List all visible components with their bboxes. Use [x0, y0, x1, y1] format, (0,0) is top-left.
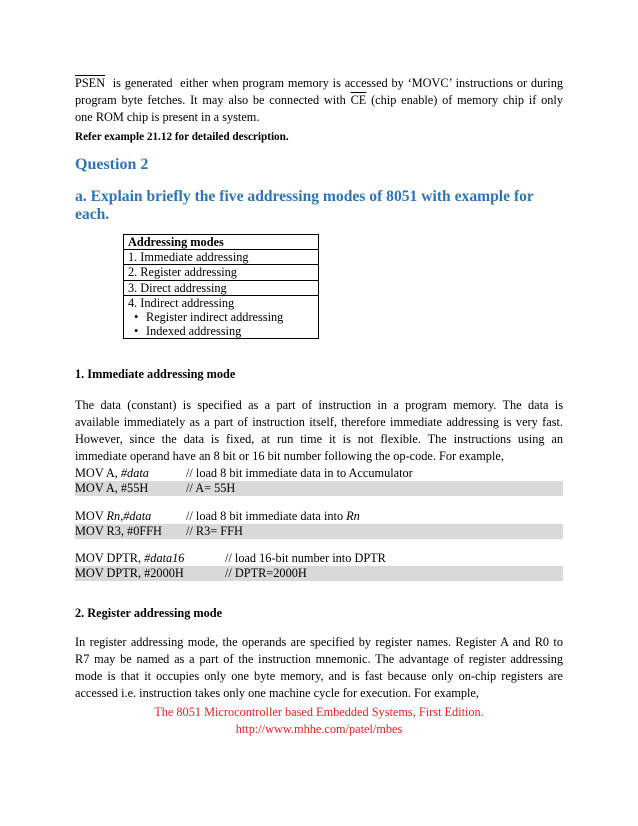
- code-line-example: MOV A, #55H // A= 55H: [75, 481, 563, 496]
- addressing-modes-table: [123, 234, 319, 339]
- section-2-heading: 2. Register addressing mode: [75, 606, 223, 620]
- code-line: MOV A, #data // load 8 bit immediate data in to Accumulator: [75, 466, 413, 480]
- table-row: 2. Register addressing: [124, 265, 319, 280]
- intro-line-3: one ROM chip is present in a system.: [75, 110, 260, 124]
- code-line-example: MOV DPTR, #2000H // DPTR=2000H: [75, 566, 563, 581]
- footer-title: The 8051 Microcontroller based Embedded Systems, First Edition.: [154, 705, 484, 719]
- intro-line-2: program byte fetches. It may also be connected with $\overline{CE}$ (chip enable) of memory chip if only: [75, 93, 563, 107]
- section-1-heading: 1. Immediate addressing mode: [75, 367, 236, 381]
- question-title: Question 2: [75, 156, 149, 173]
- table-row-indirect: 4. Indirect addressing • Register indirect addressing • Indexed addressing: [124, 295, 319, 339]
- code-line: MOV Rn,#data // load 8 bit immediate data into Rn: [75, 509, 360, 523]
- intro-line-1: PSEN is generated either when program memory is accessed by ‘MOVC’ instructions or during: [75, 76, 563, 90]
- list-item: • Indexed addressing: [128, 324, 314, 338]
- footer-link[interactable]: http://www.mhhe.com/patel/mbes: [235, 722, 403, 736]
- table-row: 3. Direct addressing: [124, 280, 319, 295]
- list-item: • Register indirect addressing: [128, 310, 314, 324]
- code-line: MOV DPTR, #data16 // load 16-bit number into DPTR: [75, 551, 386, 565]
- section-1-paragraph: The data (constant) is specified as a part of instruction in a program memory. The data is available immediately as a part of instruction itself, therefore immediate addressing is very fast. However, since the data is fixed, at run time it is not flexible. The instructions using an immediate operand have an 8 bit or 16 bit number following the op-code. For example,: [75, 398, 563, 463]
- intro-paragraph: [75, 75, 563, 126]
- table-header: Addressing modes: [124, 235, 319, 250]
- code-line-example: MOV R3, #0FFH // R3= FFH: [75, 524, 563, 539]
- psen-signal: PSEN: [75, 76, 106, 90]
- table-row: 1. Immediate addressing: [124, 250, 319, 265]
- question-a: a. Explain briefly the five addressing modes of 8051 with example for each.: [75, 188, 534, 223]
- refer-note: Refer example 21.12 for detailed description.: [75, 131, 289, 143]
- section-2-paragraph: In register addressing mode, the operands are specified by register names. Register A and R0 to R7 may be named as a part of the instruction mnemonic. The advantage of register addressing mode is that it occupies only one byte memory, and is fast because only on-chip registers are accessed i.e. instruction takes only one machine cycle for execution. For example,: [75, 635, 563, 700]
- ce-signal: $\overline{CE}$: [350, 93, 367, 107]
